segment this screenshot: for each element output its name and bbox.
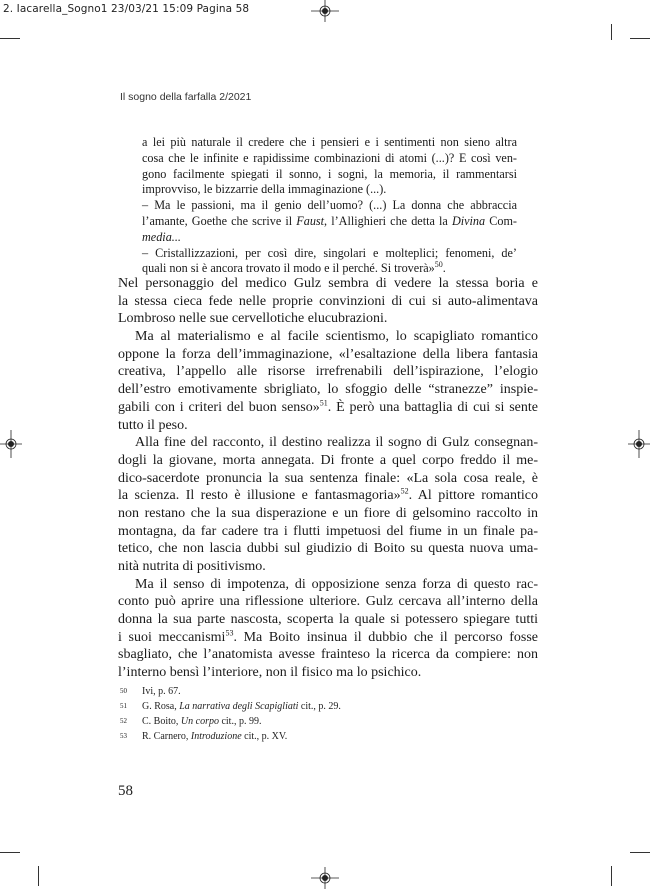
paragraph bbox=[118, 275, 538, 328]
paragraph bbox=[118, 328, 538, 434]
page-number: 58 bbox=[118, 783, 133, 799]
crop-mark-bl-h bbox=[0, 852, 20, 853]
footnote-ref: 50 bbox=[434, 260, 443, 270]
footnote-number: 51 bbox=[120, 702, 127, 710]
body-line: oppone la forza dell’immaginazione, «l’esaltazione della libera fantasia bbox=[118, 346, 538, 362]
body-line: tetico, che non lascia dubbi sul giudizio di Boito su questa nuova uma- bbox=[118, 541, 538, 557]
body-line: l’interno bensì l’interiore, non il fisico ma lo psichico. bbox=[118, 665, 422, 681]
crop-mark-br-v bbox=[611, 866, 612, 886]
footnote: 52 C. Boito, Un corpo cit., p. 99. bbox=[120, 716, 262, 727]
quote-line: cosa che le infinite e rapidissime combinazioni di atomi (...)? E così ven- bbox=[142, 150, 517, 165]
body-line: la stessa cieca fede nelle proprie convinzioni di cui si auto-alimentava bbox=[118, 293, 538, 309]
footnote-text: Ivi, p. 67. bbox=[142, 686, 181, 697]
body-line: Nel personaggio del medico Gulz sembra di vedere la stessa boria e bbox=[118, 276, 538, 291]
body-line: Ma il senso di impotenza, di opposizione senza forza di questo rac- bbox=[135, 576, 538, 592]
body-line: tutto il peso. bbox=[118, 417, 188, 433]
quote-line: improvviso, le bizzarrie della immaginazione (...). bbox=[142, 182, 387, 197]
body-line: montagna, da far cadere tra i flutti impetuosi del fiume in un finale pa- bbox=[118, 523, 538, 539]
body-text bbox=[118, 275, 538, 682]
print-slug: 2. Iacarella_Sogno1 23/03/21 15:09 Pagina 58 bbox=[3, 3, 250, 15]
footnote-ref: 51 bbox=[319, 398, 328, 408]
body-line: creativa, l’appello alle risorse irrefrenabili dell’ispirazione, l’elogio bbox=[118, 364, 538, 380]
quote-line: a lei più naturale il credere che i pensieri e i sentimenti non sieno altra bbox=[142, 135, 517, 149]
registration-mark-left bbox=[0, 430, 22, 458]
body-line: non restano che la sua disperazione e un fiore di gelsomino raccolto in bbox=[118, 505, 538, 521]
quote-line: media... bbox=[142, 229, 181, 244]
body-line: sbagliato, che l’anatomista avesse frainteso la ricerca da compiere: non bbox=[118, 647, 538, 663]
footnote: 53 R. Carnero, Introduzione cit., p. XV. bbox=[120, 731, 288, 742]
paragraph bbox=[118, 434, 538, 576]
footnote: 51 G. Rosa, La narrativa degli Scapigliati cit., p. 29. bbox=[120, 701, 341, 712]
registration-mark-right bbox=[628, 430, 650, 458]
footnote-ref: 52 bbox=[400, 486, 409, 496]
footnote-number: 53 bbox=[120, 732, 127, 740]
paragraph bbox=[118, 576, 538, 682]
body-line: donna la sua parte nascosta, scoperta la quale si potessero spiegare tutti bbox=[118, 612, 538, 628]
crop-mark-tl-h bbox=[0, 38, 20, 39]
body-line: dell’estro emotivamente sbrigliato, lo sfoggio delle “stranezze” inspie- bbox=[118, 382, 538, 398]
body-line: la scienza. Il resto è illusione e fantasmagoria»$^{52}$. Al pittore romantico bbox=[118, 486, 538, 504]
body-line: Alla fine del racconto, il destino realizza il sogno di Gulz consegnan- bbox=[135, 435, 538, 451]
registration-mark-bottom bbox=[311, 867, 339, 889]
body-line: dico-sacerdote pronuncia la sua sentenza finale: «La sola cosa reale, è bbox=[118, 470, 538, 486]
registration-mark-top bbox=[311, 0, 339, 22]
footnote-number: 52 bbox=[120, 717, 127, 725]
body-line: dogli la giovane, morta annegata. Di fronte a quel corpo freddo il me- bbox=[118, 452, 538, 468]
body-line: nità nutrita di positivismo. bbox=[118, 559, 266, 574]
block-quote bbox=[142, 135, 517, 277]
footnote-number: 50 bbox=[120, 687, 127, 695]
quote-line: – Ma le passioni, ma il genio dell’uomo? (...) La donna che abbraccia bbox=[142, 198, 517, 213]
body-line: conto può aprire una riflessione ulteriore. Gulz cercava all’interno della bbox=[118, 594, 538, 610]
quote-line: gono facilmente spiegati il sonno, i sogni, la memoria, il rammentarsi bbox=[142, 166, 517, 181]
body-line: Lombroso nelle sue cervellotiche elucubrazioni. bbox=[118, 311, 388, 327]
running-head: Il sogno della farfalla 2/2021 bbox=[120, 91, 252, 103]
crop-mark-br-h bbox=[630, 852, 650, 853]
quote-line: l’amante, Goethe che scrive il Faust, l’Allighieri che detta la Divina Com- bbox=[142, 213, 517, 228]
footnote bbox=[120, 686, 181, 697]
body-line: i suoi meccanismi$^{53}$. Ma Boito insinua il dubbio che il percorso fosse bbox=[118, 628, 539, 645]
quote-line: – Cristallizzazioni, per così dire, singolari e molteplici; fenomeni, de’ bbox=[142, 245, 517, 260]
body-line: Ma al materialismo e al facile scientismo, lo scapigliato romantico bbox=[135, 329, 538, 345]
quote-line: quali non si è ancora trovato il modo e il perché. Si troverà»$^{50}$. bbox=[142, 260, 446, 276]
crop-mark-bl-v bbox=[38, 866, 39, 886]
body-line: gabili con i criteri del buon senso»$^{51}$. È però una battaglia di cui si sente bbox=[118, 398, 538, 415]
crop-mark-tr-v bbox=[611, 24, 612, 40]
crop-mark-tr-h bbox=[630, 38, 650, 39]
footnote-ref: 53 bbox=[225, 628, 234, 638]
